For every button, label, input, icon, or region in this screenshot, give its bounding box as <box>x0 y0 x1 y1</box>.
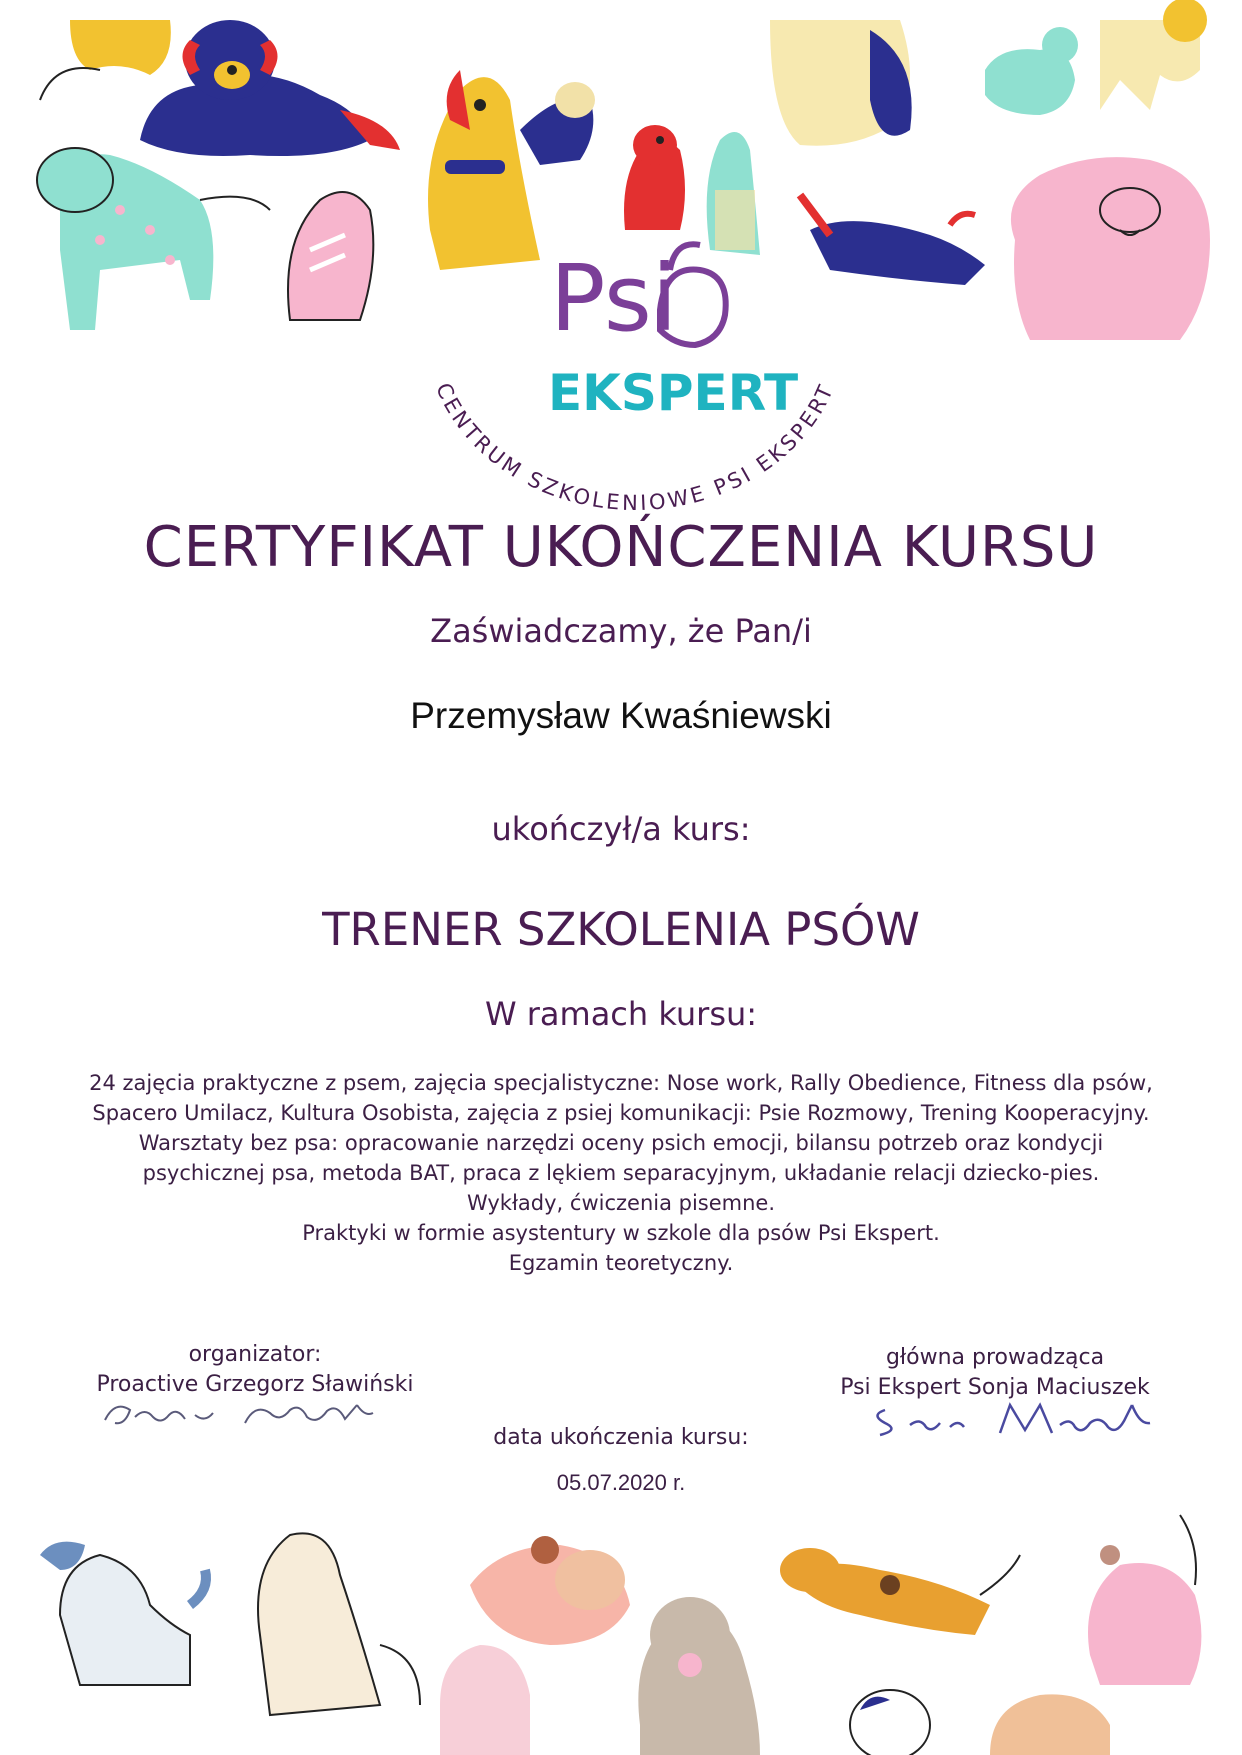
lead-trainer-block <box>830 1343 1160 1403</box>
description-line: Spacero Umilacz, Kultura Osobista, zajęcia z psiej komunikacji: Psie Rozmowy, Trening Kooperacyjny. <box>92 1101 1150 1125</box>
red-dog <box>624 125 685 230</box>
completion-date-value: 05.07.2020 r. <box>556 1470 686 1495</box>
course-name: TRENER SZKOLENIA PSÓW <box>322 903 920 956</box>
course-description <box>0 1068 1242 1278</box>
description-line: Egzamin teoretyczny. <box>508 1251 734 1275</box>
navy-terrier <box>520 82 595 165</box>
teal-spotted-dog <box>37 148 270 330</box>
cream-big-dog <box>770 20 912 146</box>
logo-brand-bottom: EKSPERT <box>548 364 799 422</box>
organizer-block <box>90 1340 420 1400</box>
pink-sitting-dog <box>288 192 373 320</box>
completed-label: ukończył/a kurs: <box>491 810 751 848</box>
cream-sitting-dog <box>258 1533 420 1715</box>
lead-trainer-label: główna prowadząca <box>885 1345 1105 1370</box>
navy-dog-red-ears <box>140 20 400 156</box>
description-line: Warsztaty bez psa: opracowanie narzędzi oceny psich emocji, bilansu potrzeb oraz kondycji <box>138 1131 1104 1155</box>
teal-curly-dog <box>985 27 1078 115</box>
recipient-name: Przemysław Kwaśniewski <box>410 695 832 736</box>
pink-bunny-dog <box>1088 1515 1201 1685</box>
pink-fluffy-dog <box>1011 157 1210 340</box>
description-line: Wykłady, ćwiczenia pisemne. <box>466 1191 776 1215</box>
cream-pink-dog <box>440 1645 530 1755</box>
spotted-dog-head <box>850 1690 930 1755</box>
yellow-dog-top-left <box>40 20 171 100</box>
certificate-intro: Zaświadczamy, że Pan/i <box>430 612 812 650</box>
logo-ring-text: CENTRUM SZKOLENIOWE PSI EKSPERT <box>431 379 839 510</box>
orange-running-dog <box>780 1548 1020 1635</box>
logo-brand-top: Psi <box>550 245 678 352</box>
grey-poodle <box>638 1597 760 1755</box>
psi-ekspert-logo <box>400 220 870 510</box>
pink-flying-dog <box>470 1536 630 1645</box>
bottom-dog-illustrations <box>0 1495 1242 1755</box>
completion-date-label: data ukończenia kursu: <box>493 1425 749 1450</box>
yellow-shape-top-right <box>1100 0 1207 110</box>
description-line: Praktyki w formie asystentury w szkole dla psów Psi Ekspert. <box>302 1221 940 1245</box>
within-course-label: W ramach kursu: <box>484 995 758 1033</box>
certificate-title: CERTYFIKAT UKOŃCZENIA KURSU <box>143 515 1099 580</box>
white-dog-blue-ears <box>40 1542 206 1685</box>
lead-trainer-name: Psi Ekspert Sonja Maciuszek <box>840 1375 1150 1400</box>
organizer-label: organizator: <box>188 1342 322 1367</box>
description-line: 24 zajęcia praktyczne z psem, zajęcia specjalistyczne: Nose work, Rally Obedience, Fitness dla psów, <box>89 1071 1153 1095</box>
description-line: psychicznej psa, metoda BAT, praca z lękiem separacyjnym, układanie relacji dziecko-pies. <box>142 1161 1100 1185</box>
tan-dog-bottom-right <box>990 1694 1110 1755</box>
organizer-name: Proactive Grzegorz Sławiński <box>96 1372 414 1397</box>
